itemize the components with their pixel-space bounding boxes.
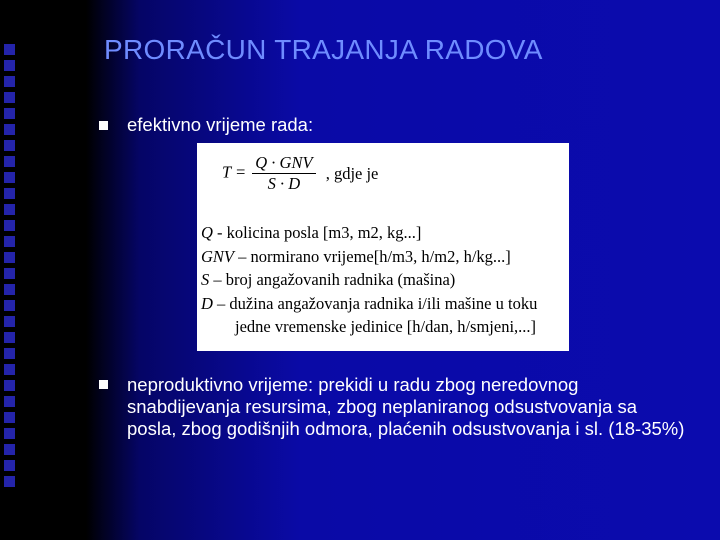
definition-line: GNV – normirano vrijeme[h/m3, h/m2, h/kg...] — [201, 246, 511, 266]
definition-line: S – broj angažovanih radnika (mašina) — [201, 270, 456, 289]
formula-numerator: Q · GNV — [252, 153, 315, 174]
formula-denominator: S · D — [267, 174, 301, 193]
definition-line: D – dužina angažovanja radnika i/ili mašine u toku — [201, 293, 538, 313]
formula-equation — [222, 153, 378, 194]
formula-image — [197, 143, 569, 351]
bullet-square-icon — [99, 380, 108, 389]
slide-title: PRORAČUN TRAJANJA RADOVA — [104, 34, 543, 65]
definition-line: Q - kolicina posla [m3, m2, kg...] — [201, 223, 422, 242]
definition-continuation: jedne vremenske jedinice [h/dan, h/smjeni,...] — [235, 317, 537, 336]
formula-suffix: , gdje je — [325, 163, 379, 183]
formula-definitions — [201, 221, 537, 339]
formula-fraction — [252, 153, 315, 194]
decorative-squares — [4, 44, 16, 492]
formula-lhs: T = — [222, 162, 247, 182]
bullet-square-icon — [99, 121, 108, 130]
bullet-item-effective-time: efektivno vrijeme rada: — [127, 114, 314, 135]
bullet-item-nonproductive-time: neproduktivno vrijeme: prekidi u radu zbog neredovnog snabdijevanja resursima, zbog neplaniranog odsustvovanja sa posla, zbog godišnjih odmora, plaćenih odsustvovanja i sl. (18-35%) — [127, 374, 685, 439]
